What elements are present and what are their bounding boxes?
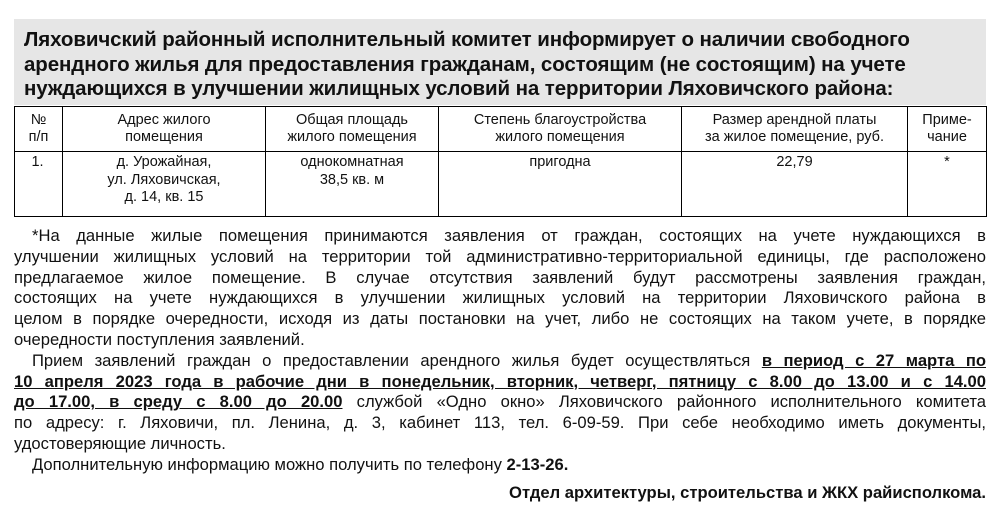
header-text: Приме- — [922, 111, 972, 128]
column-header-number — [15, 107, 63, 152]
notes-section — [14, 226, 986, 476]
housing-table — [14, 106, 987, 217]
schedule-period: до 17.00, в среду с 8.00 до 20.00 — [14, 392, 343, 412]
schedule-period: в период с 27 марта по — [761, 350, 986, 370]
note-paragraph-schedule-cont — [14, 392, 986, 413]
header-line: Ляховичский районный исполнительный комитет информирует о наличии свободного — [24, 28, 910, 51]
header-text: помещения — [125, 129, 203, 145]
table-header — [15, 107, 987, 152]
cell-address — [63, 152, 266, 217]
note-paragraph-footnote — [14, 226, 986, 247]
note-paragraph-footnote-cont — [14, 330, 986, 351]
header-text: № — [30, 111, 47, 128]
contact-text: Дополнительную информацию можно получить по телефону — [32, 454, 507, 474]
column-header-note — [908, 107, 987, 152]
column-header-address — [63, 107, 266, 152]
header-text: за жилое помещение, руб. — [705, 129, 884, 145]
header-text: жилого помещения — [287, 129, 417, 145]
table-row — [15, 152, 987, 217]
schedule-text: Прием заявлений граждан о предоставлении арендного жилья будет осуществляться — [32, 350, 762, 370]
address-line: ул. Ляховичская, — [107, 171, 221, 188]
footnote-line: *На данные жилые помещения принимаются заявления от граждан, состоящих на учете нуждающихся в — [32, 226, 986, 245]
address-line: д. Урожайная, — [116, 154, 212, 170]
announcement-header — [14, 19, 986, 105]
header-text: жилого помещения — [495, 129, 625, 145]
schedule-docs: удостоверяющие личность. — [14, 433, 226, 453]
note-paragraph-footnote-cont — [14, 288, 986, 309]
cell-rent: 22,79 — [682, 152, 908, 217]
header-line: нуждающихся в улучшении жилищных условий на территории Ляховичского района: — [24, 77, 894, 100]
header-line: арендного жилья для предоставления гражданам, состоящим (не состоящим) на учете — [24, 52, 906, 76]
cell-condition: пригодна — [439, 152, 682, 217]
signature: Отдел архитектуры, строительства и ЖКХ райисполкома. — [509, 483, 986, 502]
table-header-row — [15, 107, 987, 152]
column-header-rent — [682, 107, 908, 152]
header-text: Размер арендной платы — [712, 111, 877, 128]
column-header-area — [266, 107, 439, 152]
note-paragraph-footnote-cont — [14, 247, 986, 268]
footnote-line: очередности поступления заявлений. — [14, 329, 305, 349]
cell-note: * — [908, 152, 987, 217]
cell-number: 1. — [15, 152, 63, 217]
column-header-condition — [439, 107, 682, 152]
footnote-line: предлагаемое жилое помещение. В случае отсутствия заявлений будут рассмотрены заявления граждан, — [14, 267, 986, 287]
schedule-period: 10 апреля 2023 года в рабочие дни в понедельник, вторник, четверг, пятницу с 8.00 до 13.00 и с 14.00 — [14, 371, 986, 391]
header-text: Степень благоустройства — [473, 111, 647, 128]
header-text: п/п — [28, 129, 49, 145]
note-paragraph-schedule-cont — [14, 372, 986, 393]
area-line: однокомнатная — [300, 154, 404, 170]
footnote-line: состоящих на учете нуждающихся в улучшении жилищных условий на территории Ляховичского района в — [14, 288, 986, 308]
schedule-text: службой «Одно окно» Ляховичского районного исполнительного комитета — [342, 392, 986, 412]
cell-area — [266, 152, 439, 217]
note-paragraph-footnote-cont — [14, 309, 986, 330]
note-paragraph-footnote-cont — [14, 268, 986, 289]
header-text: Общая площадь — [295, 111, 408, 128]
area-line: 38,5 кв. м — [319, 171, 385, 188]
note-paragraph-contact — [14, 455, 986, 476]
header-text: чание — [927, 129, 967, 145]
header-text: Адрес жилого — [117, 111, 211, 128]
note-paragraph-schedule-cont — [14, 434, 986, 455]
contact-phone: 2-13-26. — [506, 454, 569, 474]
footnote-line: целом в порядке очередности, исходя из даты постановки на учет, либо не состоящих на таком учете, в порядке — [14, 309, 986, 329]
note-paragraph-schedule-cont — [14, 413, 986, 434]
schedule-address: по адресу: г. Ляховичи, пл. Ленина, д. 3, кабинет 113, тел. 6-09-59. При себе необходимо иметь документы, — [14, 413, 986, 433]
address-line: д. 14, кв. 15 — [124, 189, 204, 205]
footnote-line: улучшении жилищных условий на территории той административно-территориальной единицы, где расположено — [14, 246, 986, 266]
note-paragraph-schedule — [14, 351, 986, 372]
